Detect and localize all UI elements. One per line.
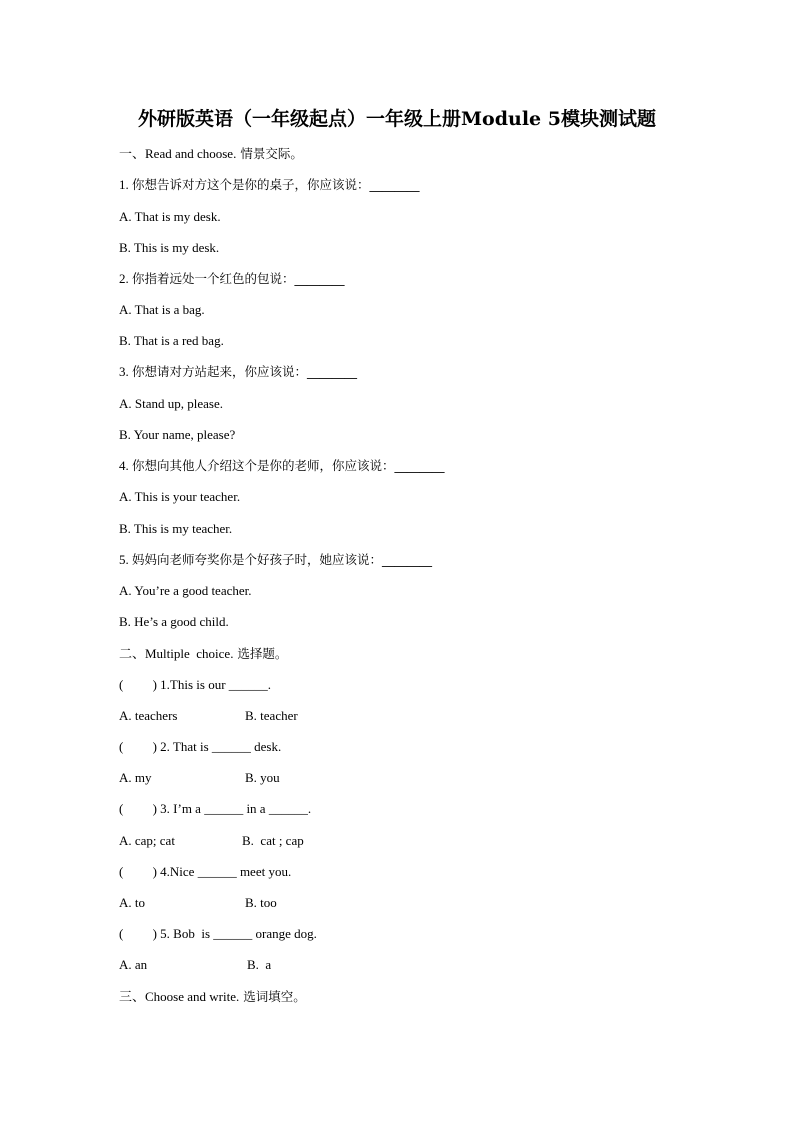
s1-q4-num: 4. [119,458,132,473]
s2-question-4: ( ) 4.Nice ______ meet you. [119,864,292,879]
s1-question-5 [119,551,432,569]
s2-question-1: ( ) 1.This is our ______. [119,677,272,692]
section3-heading-en: 三、Choose and write. [119,989,240,1004]
s1-q1-text: 你想告诉对方这个是你的桌子，你应该说：________ [132,177,420,192]
s1-question-3 [119,363,357,381]
section2-heading [119,645,287,663]
s1-q1-option-b: B. This is my desk. [119,240,220,255]
s1-q5-num: 5. [119,552,132,567]
s1-q5-option-a: A. You’re a good teacher. [119,583,252,598]
s2-q1-option-b: B. teacher [245,708,298,723]
s2-q4-option-a: A. to [119,895,145,910]
s2-q2-option-a: A. my [119,770,152,785]
s1-q1-num: 1. [119,177,132,192]
s1-q2-option-a: A. That is a bag. [119,302,205,317]
s1-q5-option-b: B. He’s a good child. [119,614,229,629]
s2-q2-option-b: B. you [245,770,280,785]
section1-heading-en: 一、Read and choose. [119,146,237,161]
s1-q3-num: 3. [119,364,132,379]
s2-q3-option-a: A. cap; cat [119,833,175,848]
s2-q4-option-b: B. too [245,895,277,910]
section3-heading-cn: 选词填空。 [239,989,306,1004]
page-title: 外研版英语（一年级起点）一年级上册Module 5模块测试题 [138,108,656,130]
s1-q1-option-a: A. That is my desk. [119,209,221,224]
section1-heading-cn: 情景交际。 [236,146,303,161]
section3-heading [119,988,306,1006]
s1-q4-option-b: B. This is my teacher. [119,521,233,536]
s1-q4-text: 你想向其他人介绍这个是你的老师，你应该说：________ [132,458,445,473]
s1-question-4 [119,457,445,475]
s1-q2-num: 2. [119,271,132,286]
s2-q3-option-b: B. cat ; cap [242,833,304,848]
s2-q1-option-a: A. teachers [119,708,178,723]
s1-q2-option-b: B. That is a red bag. [119,333,224,348]
s1-question-2 [119,270,345,288]
s2-question-3: ( ) 3. I’m a ______ in a ______. [119,801,312,816]
s1-q3-option-b: B. Your name, please? [119,427,236,442]
s1-q4-option-a: A. This is your teacher. [119,489,241,504]
s2-q5-option-a: A. an [119,957,148,972]
section2-heading-cn: 选择题。 [233,646,288,661]
s1-q3-text: 你想请对方站起来，你应该说：________ [132,364,358,379]
s1-q3-option-a: A. Stand up, please. [119,396,223,411]
s2-q5-option-b: B. a [247,957,272,972]
s1-question-1 [119,176,420,194]
section1-heading [119,145,303,163]
section2-heading-en: 二、Multiple choice. [119,646,234,661]
s1-q5-text: 妈妈向老师夸奖你是个好孩子时，她应该说：________ [132,552,433,567]
s2-question-2: ( ) 2. That is ______ desk. [119,739,282,754]
s1-q2-text: 你指着远处一个红色的包说：________ [132,271,345,286]
s2-question-5: ( ) 5. Bob is ______ orange dog. [119,926,317,941]
